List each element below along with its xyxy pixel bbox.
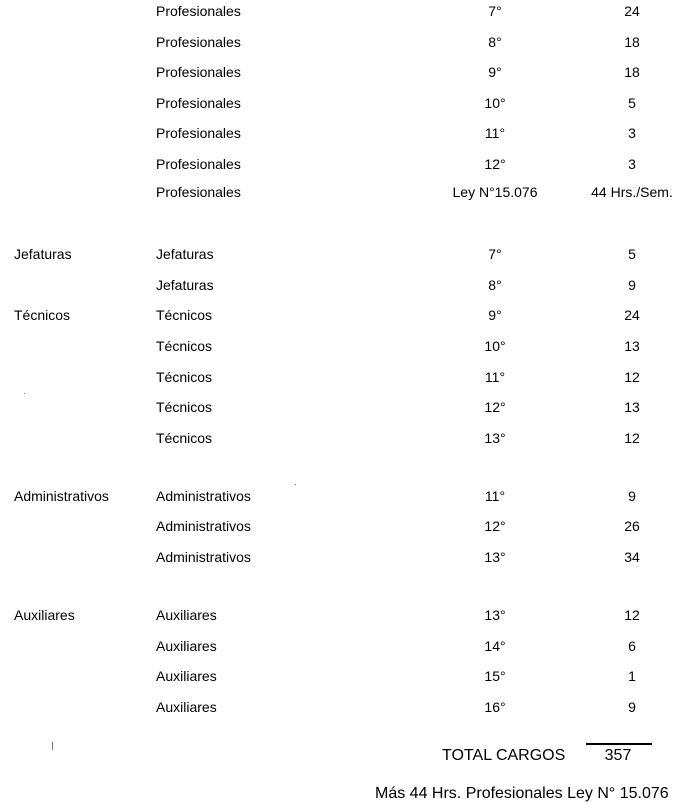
grade-value: Ley N°15.076 (452, 184, 538, 200)
count-value: 18 (624, 64, 640, 80)
table-row (0, 516, 698, 536)
table-row (0, 397, 698, 417)
table-row (0, 336, 698, 356)
total-label: TOTAL CARGOS (442, 747, 566, 764)
position-name: Profesionales (156, 156, 241, 172)
count-value: 44 Hrs./Sem. (591, 184, 673, 200)
grade-value: 10° (484, 338, 506, 354)
position-name: Técnicos (156, 369, 213, 385)
position-name: Técnicos (156, 338, 213, 354)
table-row (0, 93, 698, 113)
table-row (0, 636, 698, 656)
table-row (0, 1, 698, 21)
count-value: 18 (624, 34, 640, 50)
position-name: Administrativos (156, 488, 251, 504)
position-name: Jefaturas (156, 246, 214, 262)
position-name: Técnicos (156, 307, 213, 323)
grade-value: 8° (488, 277, 502, 293)
position-name: Auxiliares (156, 668, 217, 684)
table-row (0, 32, 698, 52)
count-value: 24 (624, 307, 640, 323)
count-value: 9 (628, 488, 636, 504)
grade-value: 12° (484, 156, 506, 172)
grade-value: 7° (488, 246, 502, 262)
total-value: 357 (604, 747, 632, 764)
group-label: Jefaturas (14, 246, 72, 262)
grade-value: 11° (484, 125, 506, 141)
count-value: 24 (624, 3, 640, 19)
count-value: 1 (628, 668, 636, 684)
position-name: Jefaturas (156, 277, 214, 293)
table-row (0, 244, 698, 264)
count-value: 12 (624, 607, 640, 623)
table-row (0, 428, 698, 448)
count-value: 12 (624, 430, 640, 446)
grade-value: 11° (484, 488, 506, 504)
count-value: 3 (628, 125, 636, 141)
table-row (0, 605, 698, 625)
table-row (0, 275, 698, 295)
table-row (0, 367, 698, 387)
grade-value: 8° (488, 34, 502, 50)
grade-value: 13° (484, 607, 506, 623)
grade-value: 12° (484, 518, 506, 534)
table-row (0, 547, 698, 567)
grade-value: 16° (484, 699, 506, 715)
count-value: 5 (628, 95, 636, 111)
grade-value: 14° (484, 638, 506, 654)
footer-note: Más 44 Hrs. Profesionales Ley N° 15.076 (375, 785, 669, 802)
count-value: 12 (624, 369, 640, 385)
position-name: Administrativos (156, 518, 251, 534)
count-value: 9 (628, 699, 636, 715)
position-name: Profesionales (156, 64, 241, 80)
table-row (0, 123, 698, 143)
count-value: 26 (624, 518, 640, 534)
grade-value: 9° (488, 64, 502, 80)
scan-speck (24, 393, 25, 394)
table-row (0, 154, 698, 174)
group-label: Técnicos (14, 307, 71, 323)
position-name: Profesionales (156, 184, 241, 200)
position-name: Técnicos (156, 430, 213, 446)
position-name: Profesionales (156, 34, 241, 50)
grade-value: 12° (484, 399, 506, 415)
scan-speck (295, 484, 296, 485)
group-label: Auxiliares (14, 607, 75, 623)
table-row (0, 182, 698, 202)
table-row (0, 62, 698, 82)
position-name: Administrativos (156, 549, 251, 565)
grade-value: 13° (484, 430, 506, 446)
table-row (0, 697, 698, 717)
count-value: 13 (624, 338, 640, 354)
count-value: 34 (624, 549, 640, 565)
grade-value: 9° (488, 307, 502, 323)
position-name: Profesionales (156, 95, 241, 111)
table-row (0, 666, 698, 686)
grade-value: 10° (484, 95, 506, 111)
position-name: Profesionales (156, 3, 241, 19)
scan-speck (52, 742, 53, 750)
count-value: 3 (628, 156, 636, 172)
count-value: 5 (628, 246, 636, 262)
group-label: Administrativos (14, 488, 109, 504)
table-row (0, 486, 698, 506)
grade-value: 7° (488, 3, 502, 19)
grade-value: 15° (484, 668, 506, 684)
position-name: Auxiliares (156, 607, 217, 623)
position-name: Auxiliares (156, 638, 217, 654)
table-row (0, 305, 698, 325)
count-value: 9 (628, 277, 636, 293)
position-name: Técnicos (156, 399, 213, 415)
grade-value: 13° (484, 549, 506, 565)
position-name: Profesionales (156, 125, 241, 141)
position-name: Auxiliares (156, 699, 217, 715)
count-value: 13 (624, 399, 640, 415)
grade-value: 11° (484, 369, 506, 385)
count-value: 6 (628, 638, 636, 654)
